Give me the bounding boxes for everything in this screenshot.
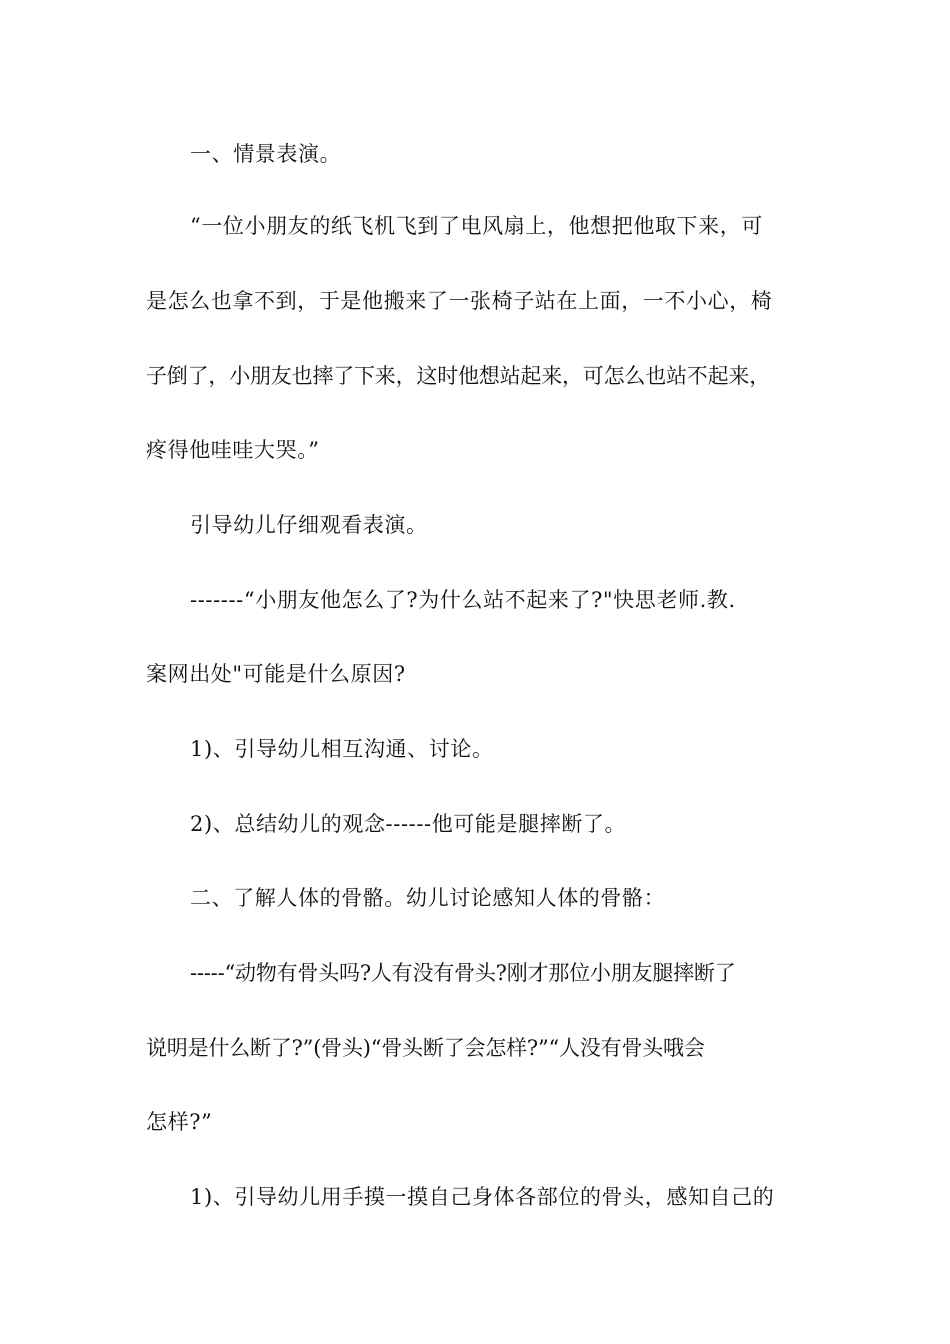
paragraph-line: 子倒了，小朋友也摔了下来，这时他想站起来，可怎么也站不起来， [146, 364, 770, 388]
paragraph-line: 疼得他哇哇大哭。” [146, 438, 320, 462]
paragraph-line: 案网出处"可能是什么原因? [146, 662, 406, 686]
paragraph-line: 是怎么也拿不到，于是他搬来了一张椅子站在上面，一不小心，椅 [146, 289, 773, 313]
paragraph-line: 说明是什么断了?”(骨头)“骨头断了会怎样?”“人没有骨头哦会 [146, 1036, 705, 1060]
list-item: 2)、总结幼儿的观念------他可能是腿摔断了。 [190, 812, 627, 836]
list-item: 1)、引导幼儿用手摸一摸自己身体各部位的骨头，感知自己的 [190, 1185, 775, 1209]
section-heading-2: 二、了解人体的骨骼。幼儿讨论感知人体的骨骼： [190, 886, 666, 910]
paragraph-line: -------“小朋友他怎么了?为什么站不起来了?"快思老师.教. [190, 588, 736, 612]
paragraph-line: 怎样?” [146, 1110, 213, 1134]
section-heading-1: 一、情景表演。 [190, 142, 342, 166]
paragraph-line: 引导幼儿仔细观看表演。 [190, 513, 428, 537]
paragraph-line: -----“动物有骨头吗?人有没有骨头?刚才那位小朋友腿摔断了 [190, 961, 736, 985]
list-item: 1)、引导幼儿相互沟通、讨论。 [190, 737, 494, 761]
paragraph-line: “一位小朋友的纸飞机飞到了电风扇上，他想把他取下来，可 [190, 214, 763, 238]
